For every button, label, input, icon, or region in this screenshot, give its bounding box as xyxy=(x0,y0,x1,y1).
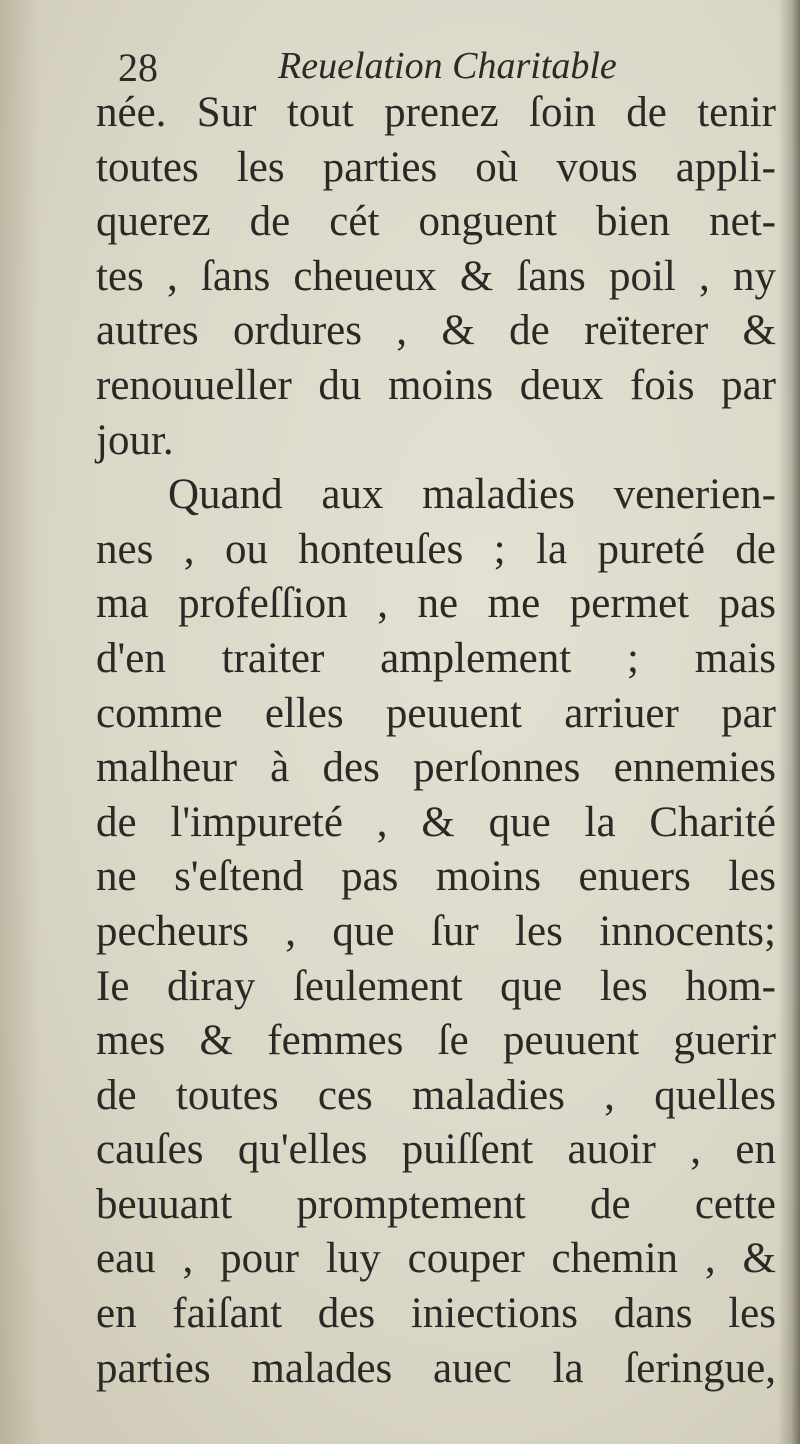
text-line: toutes les parties où vous appli- xyxy=(96,143,776,191)
text-line: ma profeſſion , ne me permet pas xyxy=(96,580,776,628)
text-line: d'en traiter amplement ; mais xyxy=(96,634,776,682)
text-line: comme elles peuuent arriuer par xyxy=(96,689,776,737)
body-text xyxy=(96,86,776,1396)
text-line: cauſes qu'elles puiſſent auoir , en xyxy=(96,1126,776,1174)
text-line: querez de cét onguent bien net- xyxy=(96,198,776,246)
text-line: eau , pour luy couper chemin , & xyxy=(96,1235,776,1283)
text-line: de l'impureté , & que la Charité xyxy=(96,798,776,846)
text-line: Ie diray ſeulement que les hom- xyxy=(96,962,776,1010)
text-line: parties malades auec la ſeringue, xyxy=(96,1344,776,1392)
text-line: mes & femmes ſe peuuent guerir xyxy=(96,1017,776,1065)
paragraph-start-line: Quand aux maladies venerien- xyxy=(168,471,776,519)
text-line: en faiſant des iniections dans les xyxy=(96,1290,776,1338)
text-line: malheur à des perſonnes ennemies xyxy=(96,744,776,792)
text-line: pecheurs , que ſur les innocents; xyxy=(96,907,776,955)
page-number: 28 xyxy=(118,45,158,90)
page-gutter-shadow xyxy=(0,0,40,1444)
text-line: ne s'eſtend pas moins enuers les xyxy=(96,853,776,901)
text-line: de toutes ces maladies , quelles xyxy=(96,1071,776,1119)
running-head: Reuelation Charitable xyxy=(278,45,617,87)
text-line: tes , ſans cheueux & ſans poil , ny xyxy=(96,252,776,300)
page-edge-shadow xyxy=(778,0,800,1444)
text-line: beuuant promptement de cette xyxy=(96,1180,776,1228)
text-line: renouueller du moins deux fois par xyxy=(96,361,776,409)
text-line: née. Sur tout prenez ſoin de tenir xyxy=(96,89,776,136)
text-line: jour. xyxy=(96,416,174,464)
text-line: nes , ou honteuſes ; la pureté de xyxy=(96,525,776,573)
text-line: autres ordures , & de reïterer & xyxy=(96,307,776,355)
